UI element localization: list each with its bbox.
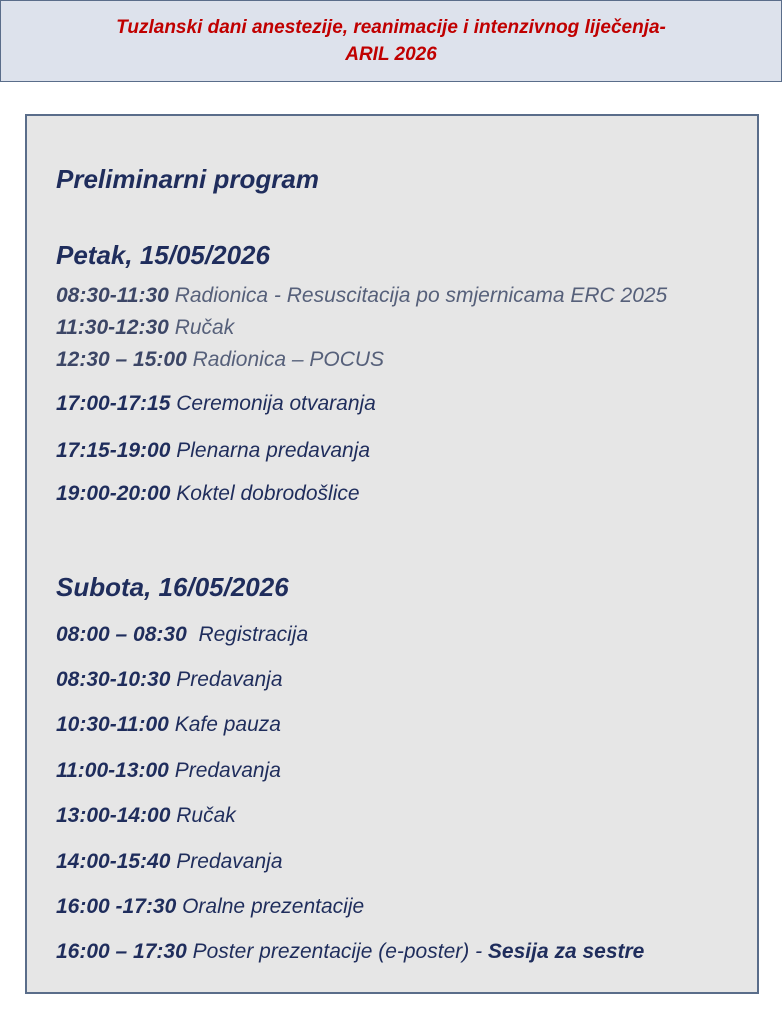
schedule-item: 11:00-13:00 Predavanja: [56, 759, 281, 782]
schedule-item: 17:00-17:15 Ceremonija otvaranja: [56, 392, 376, 415]
day2-heading: Subota, 16/05/2026: [56, 572, 289, 602]
nurses-session-label: Sesija za sestre: [487, 940, 645, 963]
event-title-line1: Tuzlanski dani anestezije, reanimacije i intenzivnog liječenja-: [116, 17, 666, 38]
schedule-item: 19:00-20:00 Koktel dobrodošlice: [56, 482, 360, 505]
schedule-item: 08:30-11:30 Radionica - Resuscitacija po smjernicama ERC 2025: [56, 284, 668, 307]
program-panel: [25, 114, 759, 994]
program-title: Preliminarni program: [56, 164, 319, 194]
day1-heading: Petak, 15/05/2026: [56, 240, 270, 270]
event-title-line2: ARIL 2026: [345, 44, 437, 65]
schedule-item: 16:00 -17:30 Oralne prezentacije: [56, 895, 365, 918]
schedule-item: 14:00-15:40 Predavanja: [56, 850, 283, 873]
schedule-item: 12:30 – 15:00 Radionica – POCUS: [56, 348, 385, 371]
schedule-item: 11:30-12:30 Ručak: [56, 316, 235, 339]
schedule-item: 13:00-14:00 Ručak: [56, 804, 236, 827]
schedule-item: 17:15-19:00 Plenarna predavanja: [56, 439, 371, 462]
schedule-item: 08:30-10:30 Predavanja: [56, 668, 283, 691]
schedule-item: 10:30-11:00 Kafe pauza: [56, 713, 281, 736]
event-header: [0, 0, 782, 82]
schedule-item: 16:00 – 17:30 Poster prezentacije (e-poster) - Sesija za sestre: [56, 940, 645, 963]
schedule-item: 08:00 – 08:30 Registracija: [56, 623, 309, 646]
